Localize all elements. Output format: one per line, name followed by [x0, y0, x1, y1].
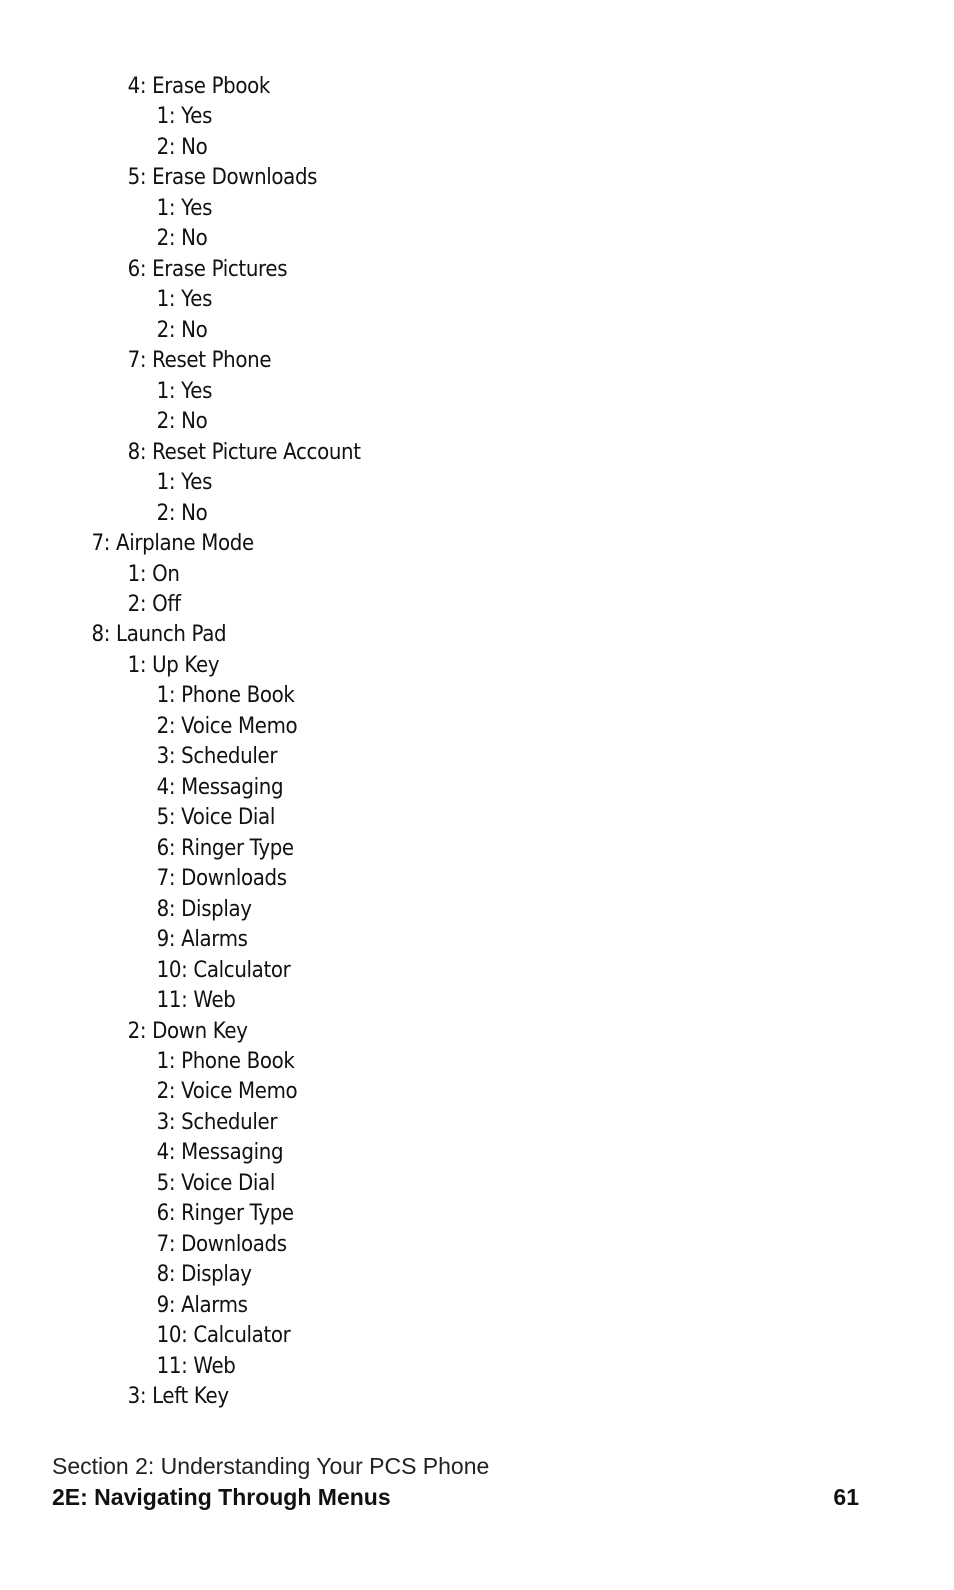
menu-item: 8: Display	[156, 1261, 252, 1288]
menu-item: 6: Erase Pictures	[127, 255, 288, 282]
menu-item: 3: Scheduler	[156, 743, 278, 770]
menu-item: 7: Airplane Mode	[91, 530, 254, 557]
menu-item: 5: Erase Downloads	[127, 164, 318, 191]
menu-item: 2: No	[156, 225, 208, 252]
menu-item: 10: Calculator	[156, 956, 291, 983]
footer-section-title: Section 2: Understanding Your PCS Phone	[52, 1453, 490, 1479]
menu-item: 1: Phone Book	[156, 1048, 295, 1074]
menu-item: 3: Left Key	[127, 1383, 229, 1410]
menu-item: 4: Erase Pbook	[127, 73, 271, 99]
menu-item: 2: No	[156, 499, 208, 526]
menu-item: 1: Yes	[156, 469, 213, 496]
menu-item: 9: Alarms	[156, 926, 248, 953]
menu-item: 2: No	[156, 133, 208, 160]
menu-item: 4: Messaging	[156, 1139, 284, 1166]
menu-outline	[0, 71, 410, 1412]
menu-item: 11: Web	[156, 1352, 236, 1379]
menu-item: 1: On	[127, 560, 180, 587]
menu-item: 8: Display	[156, 895, 252, 922]
menu-item: 8: Reset Picture Account	[127, 438, 361, 465]
menu-item: 1: Phone Book	[156, 682, 295, 709]
menu-item: 4: Messaging	[156, 773, 284, 800]
menu-item: 2: Down Key	[127, 1017, 248, 1044]
menu-item: 9: Alarms	[156, 1291, 248, 1318]
menu-item: 1: Yes	[156, 377, 213, 404]
menu-item: 5: Voice Dial	[156, 1169, 275, 1196]
menu-item: 6: Ringer Type	[156, 1200, 294, 1227]
menu-item: 6: Ringer Type	[156, 834, 294, 861]
menu-item: 1: Yes	[156, 286, 213, 313]
menu-item: 2: Off	[127, 590, 181, 617]
menu-item: 2: Voice Memo	[156, 712, 298, 739]
menu-item: 5: Voice Dial	[156, 804, 275, 831]
menu-item: 8: Launch Pad	[91, 621, 227, 648]
menu-item: 2: Voice Memo	[156, 1078, 298, 1105]
menu-item: 7: Downloads	[156, 865, 287, 892]
menu-item: 10: Calculator	[156, 1322, 291, 1349]
page-number: 61	[833, 1484, 859, 1510]
menu-item: 7: Downloads	[156, 1230, 287, 1257]
menu-item: 7: Reset Phone	[127, 347, 272, 374]
footer-chapter-title: 2E: Navigating Through Menus	[52, 1484, 391, 1510]
menu-item: 2: No	[156, 316, 208, 343]
menu-item: 1: Yes	[156, 194, 213, 221]
menu-item: 11: Web	[156, 987, 236, 1014]
menu-item: 3: Scheduler	[156, 1108, 278, 1135]
menu-item: 2: No	[156, 408, 208, 435]
menu-item: 1: Up Key	[127, 651, 220, 678]
menu-item: 1: Yes	[156, 103, 213, 130]
